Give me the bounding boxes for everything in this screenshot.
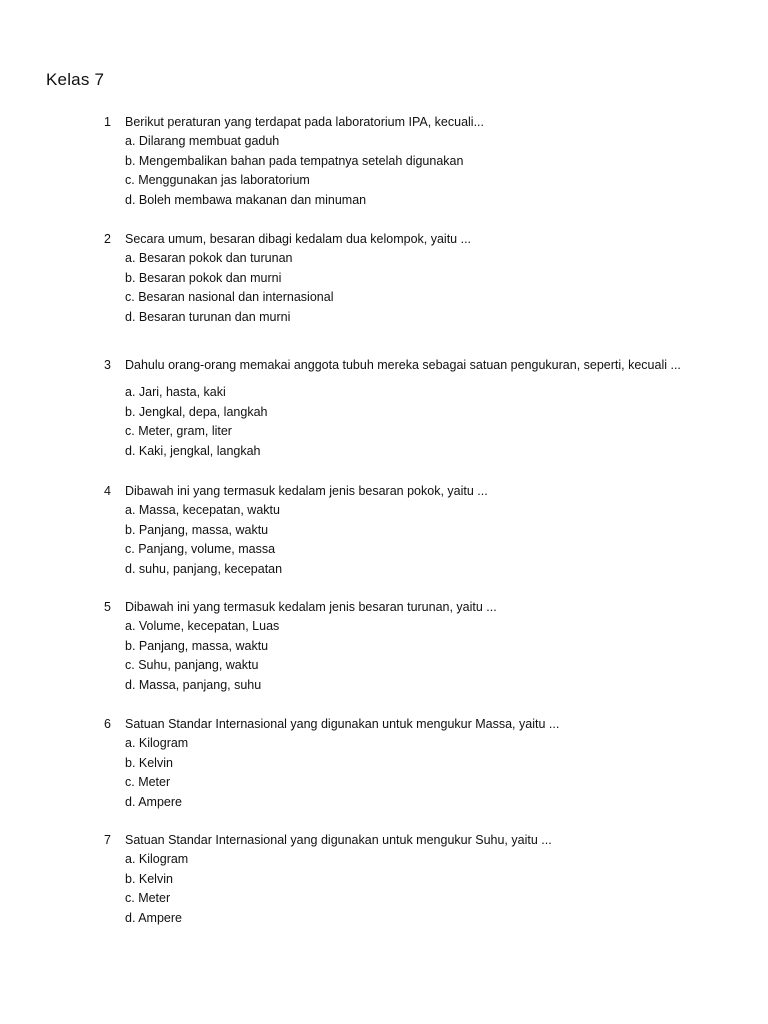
question-3: [0, 355, 768, 461]
question-text: Secara umum, besaran dibagi kedalam dua kelompok, yaitu ...: [125, 232, 472, 246]
option-a: a. Jari, hasta, kaki: [125, 385, 226, 399]
answer-options: [0, 850, 768, 928]
option-b: b. Kelvin: [125, 755, 173, 770]
option-d: d. suhu, panjang, kecepatan: [125, 561, 283, 576]
question-number: 6: [104, 717, 111, 731]
question-number: 4: [104, 484, 111, 498]
option-a: a. Dilarang membuat gaduh: [125, 134, 280, 148]
question-4: [0, 481, 768, 579]
option-c: c. Meter: [125, 891, 171, 905]
question-number: 5: [104, 600, 111, 614]
question-text: Dibawah ini yang termasuk kedalam jenis besaran pokok, yaitu ...: [125, 484, 488, 498]
question-text: Berikut peraturan yang terdapat pada laboratorium IPA, kecuali...: [125, 115, 485, 129]
question-row: [0, 597, 768, 617]
question-row: [0, 355, 768, 375]
question-row: [0, 714, 768, 734]
answer-options: [0, 383, 768, 461]
option-b: b. Panjang, massa, waktu: [125, 638, 269, 653]
option-b: b. Mengembalikan bahan pada tempatnya setelah digunakan: [125, 153, 464, 168]
option-c: c. Meter: [125, 775, 171, 789]
option-a: a. Massa, kecepatan, waktu: [125, 503, 280, 517]
option-c: c. Meter, gram, liter: [125, 424, 232, 438]
question-text: Dibawah ini yang termasuk kedalam jenis besaran turunan, yaitu ...: [125, 600, 497, 614]
option-c: c. Menggunakan jas laboratorium: [125, 173, 310, 187]
question-text: Dahulu orang-orang memakai anggota tubuh mereka sebagai satuan pengukuran, seperti, kecuali ...: [125, 358, 681, 372]
answer-options: [0, 617, 768, 695]
question-5: [0, 597, 768, 695]
option-b: b. Kelvin: [125, 871, 173, 886]
option-a: a. Kilogram: [125, 852, 189, 866]
option-b: b. Besaran pokok dan murni: [125, 270, 282, 285]
option-c: c. Panjang, volume, massa: [125, 542, 276, 556]
option-d: d. Massa, panjang, suhu: [125, 677, 262, 692]
question-number: 1: [104, 115, 111, 129]
question-number: 7: [104, 833, 111, 847]
option-d: d. Besaran turunan dan murni: [125, 309, 291, 324]
option-d: d. Boleh membawa makanan dan minuman: [125, 192, 367, 207]
question-7: [0, 830, 768, 928]
option-b: b. Panjang, massa, waktu: [125, 522, 269, 537]
option-c: c. Besaran nasional dan internasional: [125, 290, 334, 304]
question-6: [0, 714, 768, 812]
answer-options: [0, 132, 768, 210]
question-text: Satuan Standar Internasional yang digunakan untuk mengukur Suhu, yaitu ...: [125, 833, 552, 847]
page-title: Kelas 7: [46, 70, 105, 89]
question-1: [0, 112, 768, 210]
question-row: [0, 229, 768, 249]
answer-options: [0, 734, 768, 812]
question-number: 3: [104, 358, 111, 372]
option-d: d. Ampere: [125, 794, 182, 809]
option-b: b. Jengkal, depa, langkah: [125, 404, 268, 419]
option-d: d. Ampere: [125, 910, 182, 925]
question-row: [0, 481, 768, 501]
question-row: [0, 112, 768, 132]
option-a: a. Volume, kecepatan, Luas: [125, 619, 280, 633]
option-a: a. Kilogram: [125, 736, 189, 750]
question-2: [0, 229, 768, 327]
question-text: Satuan Standar Internasional yang digunakan untuk mengukur Massa, yaitu ...: [125, 717, 560, 731]
question-number: 2: [104, 232, 111, 246]
option-d: d. Kaki, jengkal, langkah: [125, 443, 261, 458]
answer-options: [0, 501, 768, 579]
question-row: [0, 830, 768, 850]
answer-options: [0, 249, 768, 327]
option-a: a. Besaran pokok dan turunan: [125, 251, 293, 265]
option-c: c. Suhu, panjang, waktu: [125, 658, 259, 672]
